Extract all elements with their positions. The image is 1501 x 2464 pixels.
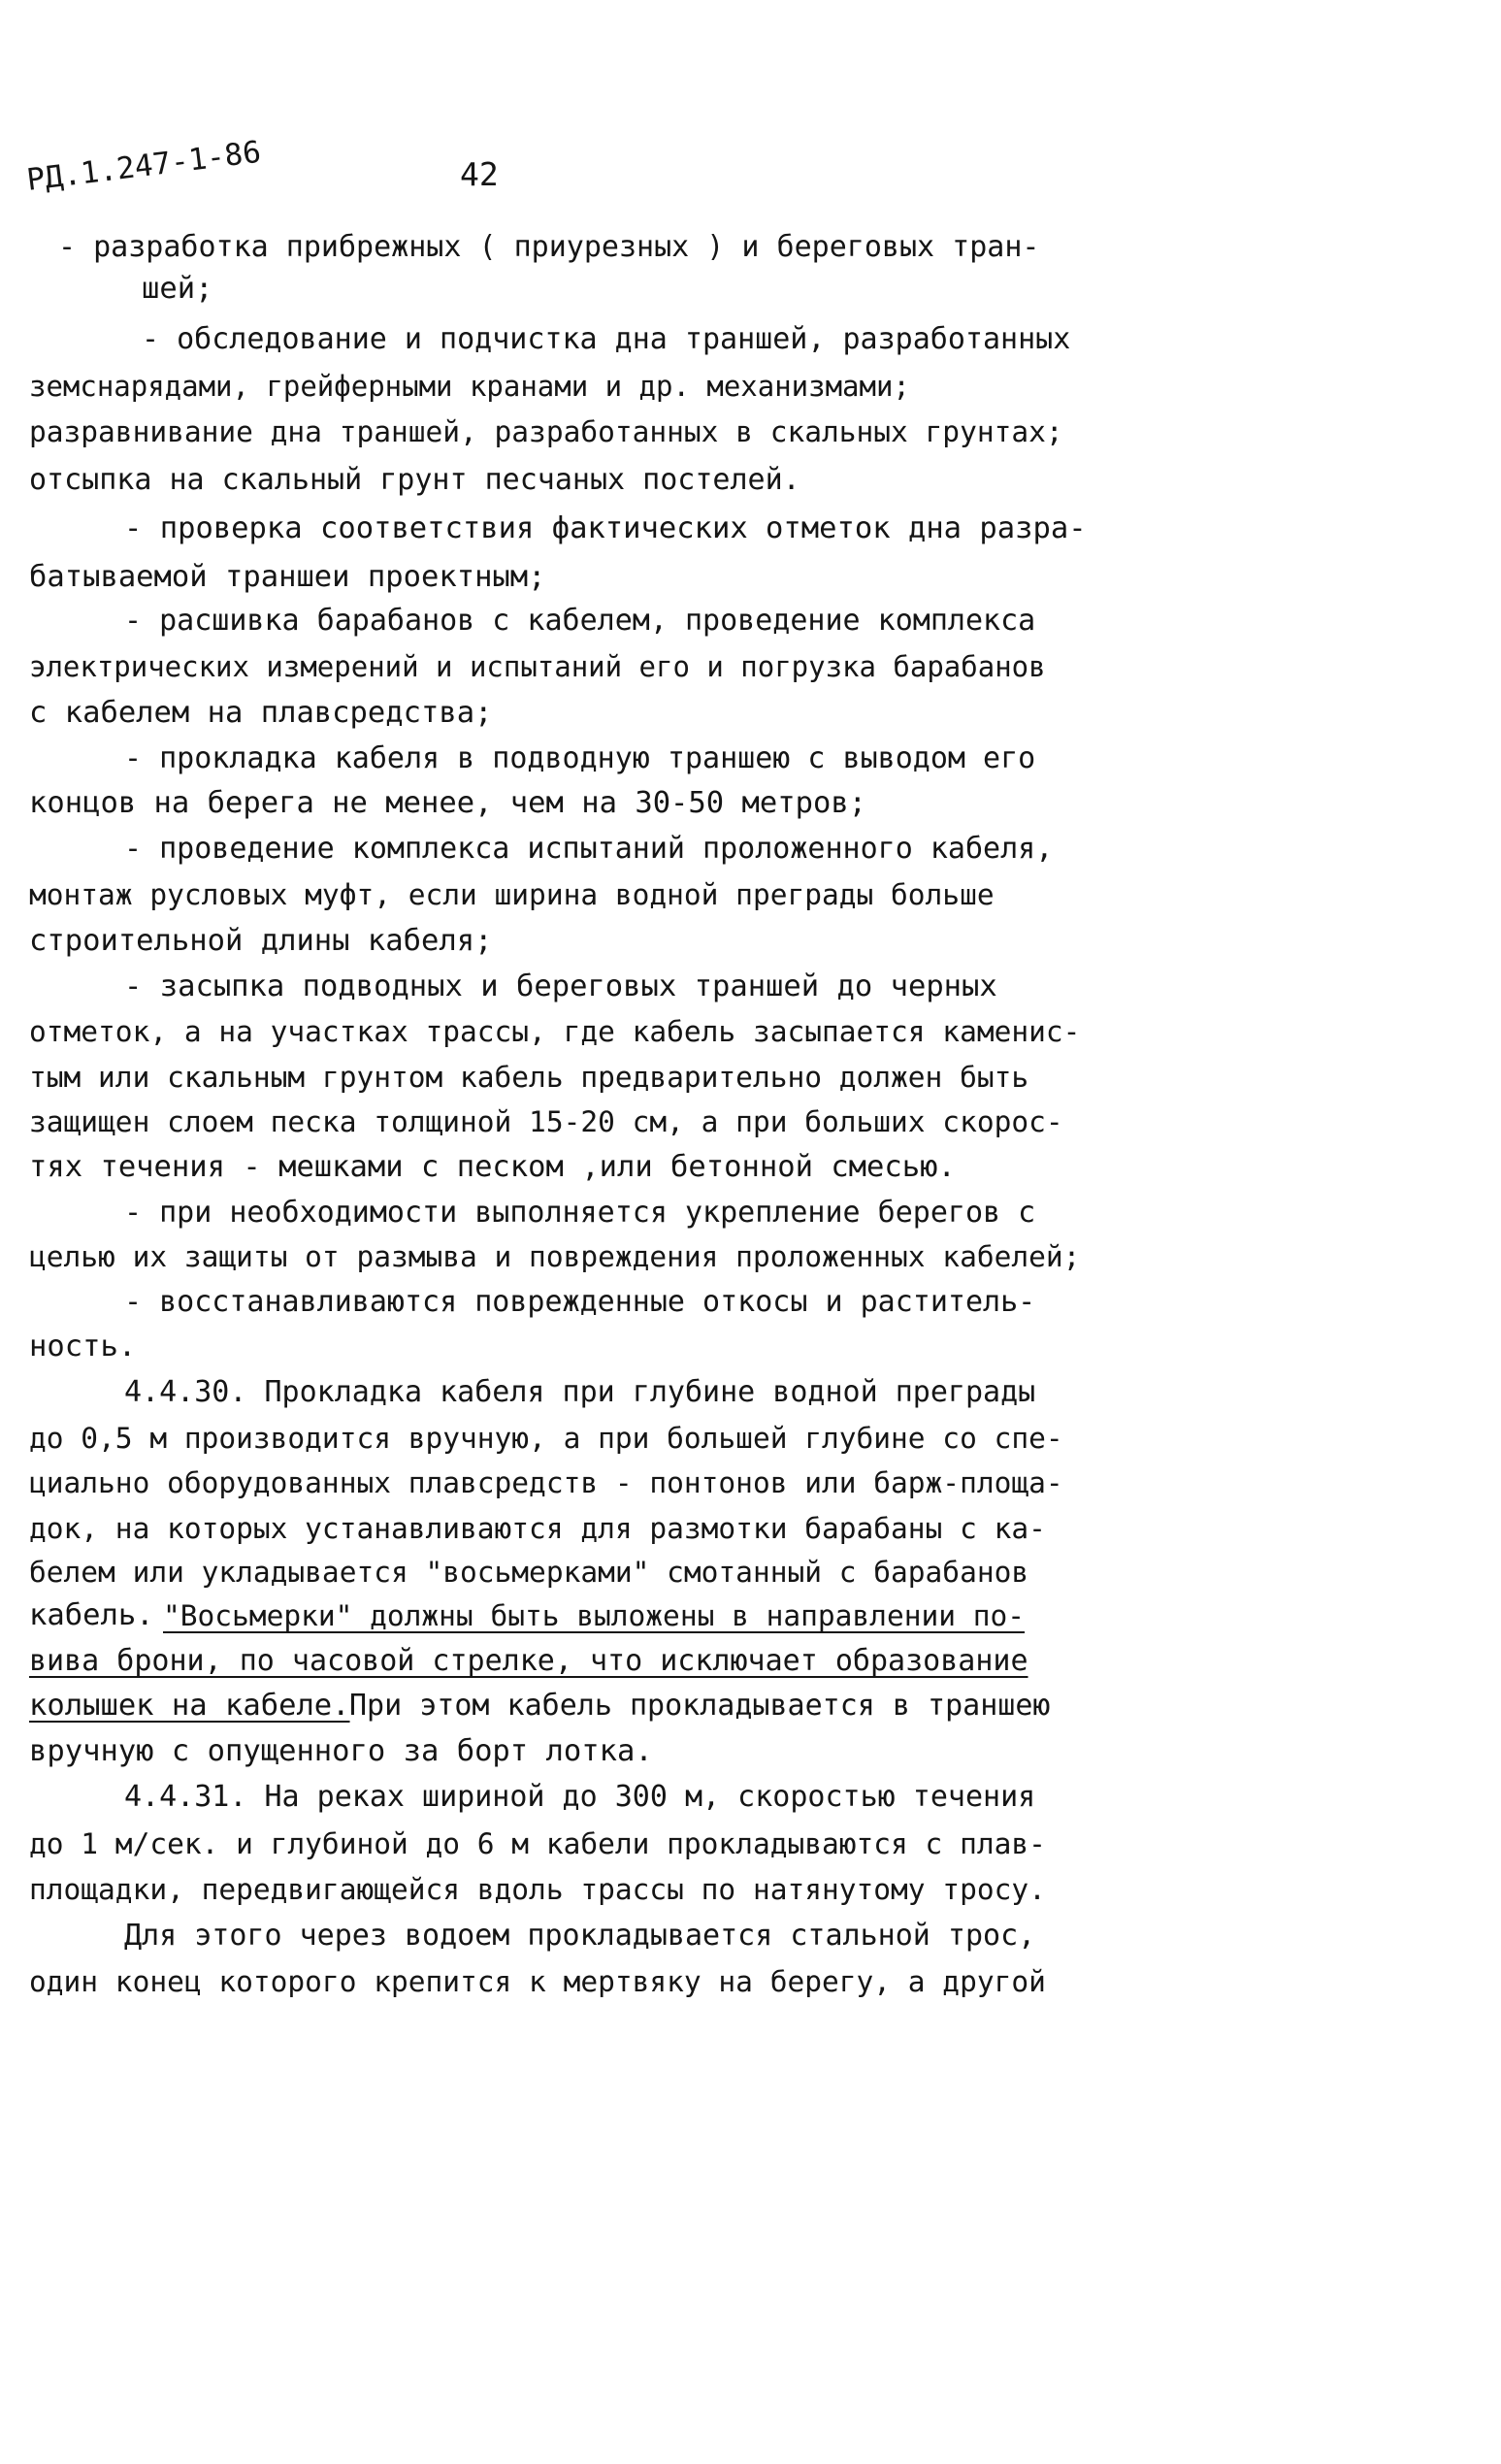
text-line: отсыпка на скальный грунт песчаных постелей.: [29, 463, 800, 497]
text-line: - проведение комплекса испытаний проложенного кабеля,: [124, 832, 1054, 866]
text-line: - разработка прибрежных ( приурезных ) и береговых тран-: [58, 230, 1040, 264]
text-line: 4.4.31. На реках шириной до 300 м, скоростью течения: [124, 1780, 1036, 1814]
text-line: отметок, а на участках трассы, где кабель засыпается каменис-: [29, 1015, 1081, 1048]
page-number: 42: [460, 155, 499, 193]
text-line: - расшивка барабанов с кабелем, проведение комплекса: [124, 604, 1036, 638]
text-line: шей;: [142, 272, 213, 306]
document-code: РД.1.247-1-86: [24, 134, 263, 198]
text-line: тях течения - мешками с песком ,или бетонной смесью.: [29, 1150, 956, 1184]
text-line: концов на берега не менее, чем на 30-50 метров;: [29, 786, 867, 820]
text-line: кабель.: [29, 1598, 154, 1632]
text-line: док, на которых устанавливаются для размотки барабаны с ка-: [29, 1512, 1046, 1545]
text-line: один конец которого крепится к мертвяку на берегу, а другой: [29, 1965, 1046, 1998]
text-line: целью их защиты от размыва и повреждения проложенных кабелей;: [29, 1240, 1081, 1273]
text-line: электрических измерений и испытаний его и погрузка барабанов: [29, 650, 1046, 683]
text-line: белем или укладывается "восьмерками" смотанный с барабанов: [29, 1556, 1029, 1589]
text-line: При этом кабель прокладывается в траншею: [349, 1689, 1051, 1723]
text-line: 4.4.30. Прокладка кабеля при глубине водной преграды: [124, 1375, 1036, 1409]
text-line: площадки, передвигающейся вдоль трассы по натянутому тросу.: [29, 1873, 1046, 1906]
text-line: - засыпка подводных и береговых траншей до черных: [124, 969, 997, 1003]
text-line: защищен слоем песка толщиной 15-20 см, а при больших скорос-: [29, 1105, 1063, 1138]
text-line: батываемой траншеи проектным;: [29, 560, 546, 594]
text-line: монтаж русловых муфт, если ширина водной преграды больше: [29, 878, 995, 911]
text-line: циально оборудованных плавсредств - понтонов или барж-площа-: [29, 1466, 1063, 1499]
underlined-text-line: вива брони, по часовой стрелке, что исключает образование: [29, 1644, 1028, 1678]
text-line: разравнивание дна траншей, разработанных в скальных грунтах;: [29, 415, 1063, 448]
text-line: - прокладка кабеля в подводную траншею с выводом его: [124, 741, 1036, 775]
text-line: до 1 м/сек. и глубиной до 6 м кабели прокладываются с плав-: [29, 1827, 1046, 1860]
text-line: с кабелем на плавсредства;: [29, 696, 493, 730]
text-line: строительной длины кабеля;: [29, 924, 493, 958]
text-line: вручную с опущенного за борт лотка.: [29, 1734, 653, 1768]
text-line: - обследование и подчистка дна траншей, разработанных: [142, 322, 1071, 356]
text-line: ность.: [29, 1330, 137, 1363]
text-line: - проверка соответствия фактических отметок дна разра-: [124, 511, 1087, 545]
text-line: земснарядами, грейферными кранами и др. механизмами;: [29, 370, 910, 403]
text-line: Для этого через водоем прокладывается стальной трос,: [124, 1919, 1036, 1953]
text-line: тым или скальным грунтом кабель предварительно должен быть: [29, 1061, 1029, 1094]
text-line: - при необходимости выполняется укрепление берегов с: [124, 1196, 1036, 1230]
underlined-text-line: колышек на кабеле.: [29, 1689, 350, 1723]
underlined-text-line: "Восьмерки" должны быть выложены в направлении по-: [163, 1599, 1026, 1632]
text-line: до 0,5 м производится вручную, а при большей глубине со спе-: [29, 1422, 1063, 1455]
text-line: - восстанавливаются поврежденные откосы и раститель-: [124, 1285, 1036, 1319]
